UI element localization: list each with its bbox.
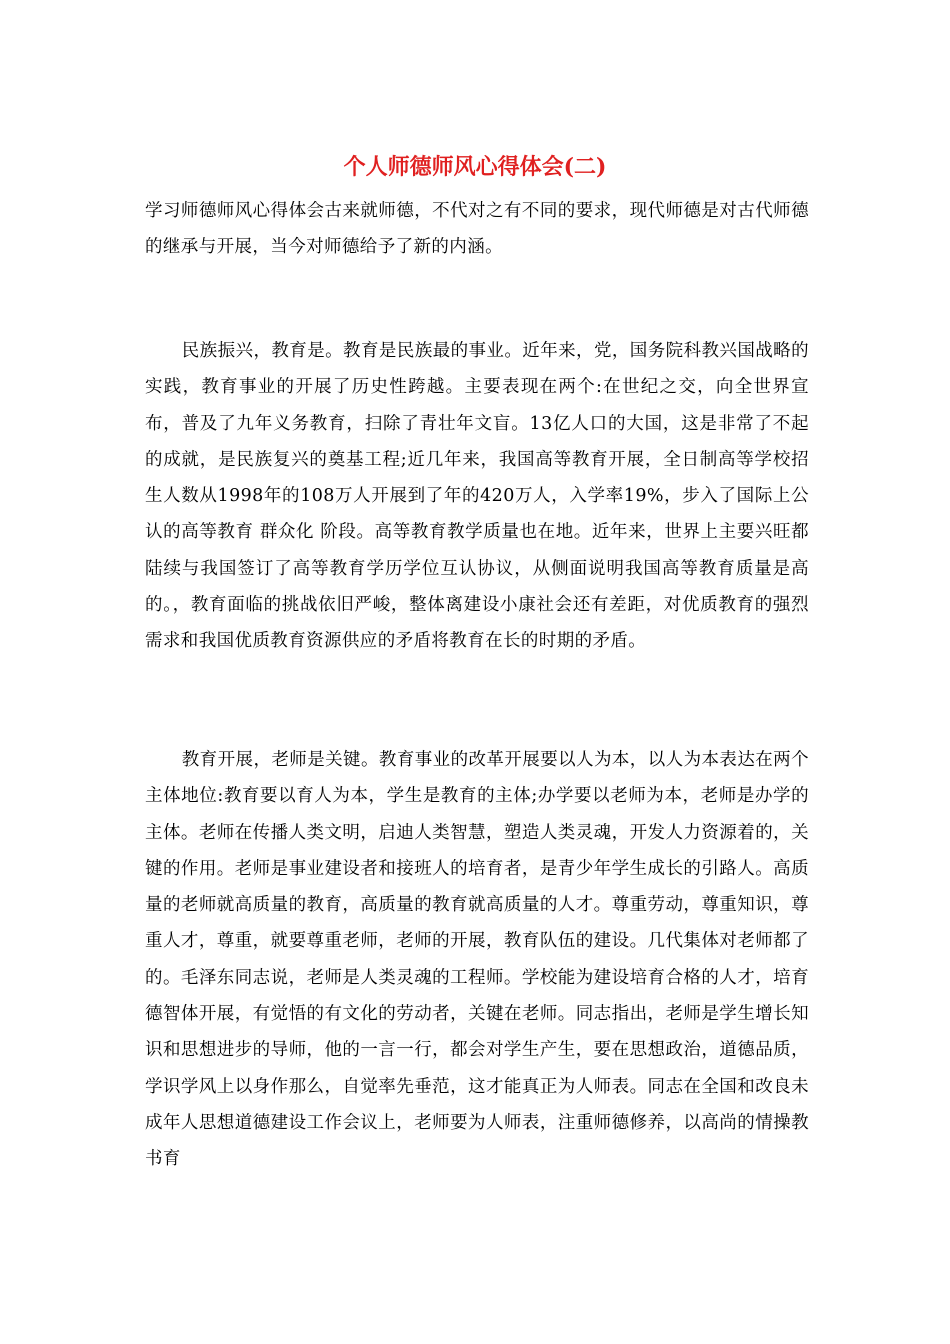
document-title: 个人师德师风心得体会(二) bbox=[343, 154, 607, 180]
intro-paragraph: 学习师德师风心得体会古来就师德，不代对之有不同的要求，现代师德是对古代师德的继承与开展，当今对师德给予了新的内涵。 bbox=[145, 201, 809, 258]
body-paragraph-1: 民族振兴，教育是。教育是民族最的事业。近年来，党，国务院科教兴国战略的实践，教育事业的开展了历史性跨越。主要表现在两个:在世纪之交，向全世界宣布，普及了九年义务教育，扫除了青壮年文盲。13亿人口的大国，这是非常了不起的成就，是民族复兴的奠基工程;近几年来，我国高等教育开展，全日制高等学校招生人数从1998年的108万人开展到了年的420万人，入学率19%，步入了国际上公认的高等教育 群众化 阶段。高等教育教学质量也在地。近年来，世界上主要兴旺都陆续与我国签订了高等教育学历学位互认协议，从侧面说明我国高等教育质量是高的。，教育面临的挑战依旧严峻，整体离建设小康社会还有差距，对优质教育的强烈需求和我国优质教育资源供应的矛盾将教育在长的时期的矛盾。 bbox=[145, 341, 809, 652]
body-paragraph-2: 教育开展，老师是关键。教育事业的改革开展要以人为本，以人为本表达在两个主体地位:教育要以育人为本，学生是教育的主体;办学要以老师为本，老师是办学的主体。老师在传播人类文明，启迪人类智慧，塑造人类灵魂，开发人力资源着的，关键的作用。老师是事业建设者和接班人的培育者，是青少年学生成长的引路人。高质量的老师就高质量的教育，高质量的教育就高质量的人才。尊重劳动，尊重知识，尊重人才，尊重，就要尊重老师，老师的开展，教育队伍的建设。几代集体对老师都了的。毛泽东同志说，老师是人类灵魂的工程师。学校能为建设培育合格的人才，培育德智体开展，有觉悟的有文化的劳动者，关键在老师。同志指出，老师是学生增长知识和思想进步的导师，他的一言一行，都会对学生产生，要在思想政治，道德品质，学识学风上以身作那么，自觉率先垂范，这才能真正为人师表。同志在全国和改良未成年人思想道德建设工作会议上，老师要为人师表，注重师德修养，以高尚的情操教书育 bbox=[145, 750, 809, 1170]
